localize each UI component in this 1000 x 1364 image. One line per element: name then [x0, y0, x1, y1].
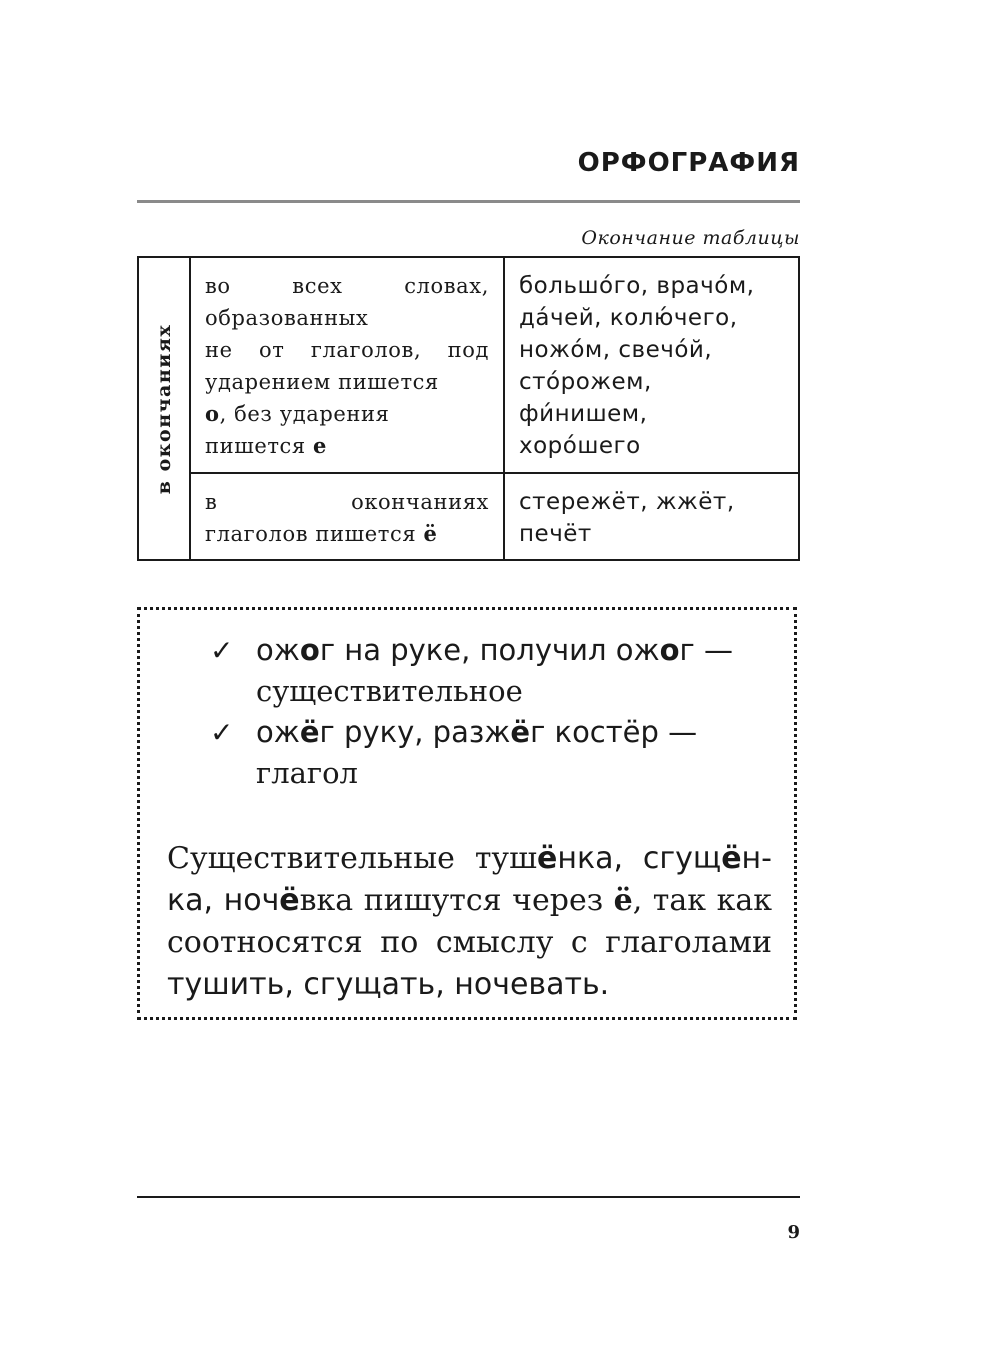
header-divider [137, 200, 800, 203]
text-span: г руку, разж [319, 715, 511, 749]
paragraph-line [167, 880, 772, 922]
table-caption: Окончание таблицы [581, 227, 800, 249]
bold-letter: ё [423, 521, 438, 546]
text-span: ож [256, 715, 300, 749]
example-line: печёт [519, 521, 592, 547]
list-item [210, 712, 754, 794]
text-span: , так как [632, 883, 772, 918]
bold-letter: ё [510, 715, 531, 749]
rule-text: , без ударения [219, 402, 390, 426]
bold-letter: о [205, 401, 220, 426]
footer-divider [137, 1196, 800, 1198]
bold-letter: е [313, 433, 328, 458]
rule-text: глаголов пишется [205, 522, 424, 546]
text-span: вка пишутся через [299, 883, 614, 918]
checkmark-icon: ✓ [210, 634, 234, 667]
rule-line: во всех словах, [205, 274, 489, 298]
rule-cell [190, 257, 504, 473]
check-line [256, 630, 754, 671]
text-span: г костёр — [530, 715, 698, 749]
text-span: ка, ноч [167, 883, 280, 918]
example-line: ножóм, свечóй, [519, 337, 713, 363]
bold-letter: ё [721, 841, 742, 876]
text-span: нка, сгущ [557, 841, 722, 876]
rule-line: не от глаголов, под [205, 338, 489, 362]
checkmark-icon: ✓ [210, 716, 234, 749]
check-subline: существительное [256, 674, 523, 708]
rule-cell [190, 473, 504, 560]
rule-text: пишется [205, 434, 314, 458]
example-line: стережёт, жжёт, [519, 489, 735, 515]
example-line: хорóшего [519, 433, 641, 459]
example-cell [504, 257, 799, 473]
check-line [256, 712, 754, 753]
table-row [138, 473, 799, 560]
rule-line: образованных [205, 306, 369, 330]
bold-letter: о [299, 633, 320, 667]
text-span: Существительные туш [167, 841, 537, 876]
table-row [138, 257, 799, 473]
paragraph-line: тушить, сгущать, ночевать. [167, 967, 610, 1002]
checklist [210, 630, 754, 794]
text-span: г на руке, получил ож [319, 633, 660, 667]
rule-line: ударением пишется [205, 370, 439, 394]
paragraph-line [167, 838, 772, 880]
example-line: большóго, врачóм, [519, 273, 755, 299]
paragraph-line: соотносятся по смыслу с глаголами [167, 925, 772, 960]
side-label: в окончаниях [153, 323, 175, 494]
example-cell [504, 473, 799, 560]
check-subline: глагол [256, 756, 358, 790]
example-line: дáчей, колю́чего, [519, 305, 738, 331]
page-header-title: ОРФОГРАФИЯ [577, 148, 800, 178]
bold-letter: ё [299, 715, 320, 749]
bold-letter: о [659, 633, 680, 667]
rule-line [205, 518, 489, 550]
bold-letter: ё [613, 883, 633, 918]
text-span: г — [679, 633, 733, 667]
bold-letter: ё [279, 883, 300, 918]
text-span: н- [741, 841, 772, 876]
page-number: 9 [787, 1222, 800, 1243]
rule-line [205, 430, 489, 462]
rule-line [205, 398, 489, 430]
side-label-cell [138, 257, 190, 560]
rule-line: в окончаниях [205, 490, 489, 514]
text-span: ож [256, 633, 300, 667]
example-line: стóрожем, [519, 369, 652, 395]
explanation-paragraph [167, 838, 772, 1006]
example-line: фи́нишем, [519, 401, 648, 427]
bold-letter: ё [536, 841, 558, 876]
spelling-rules-table [137, 256, 800, 561]
note-box [137, 607, 797, 1020]
list-item [210, 630, 754, 712]
